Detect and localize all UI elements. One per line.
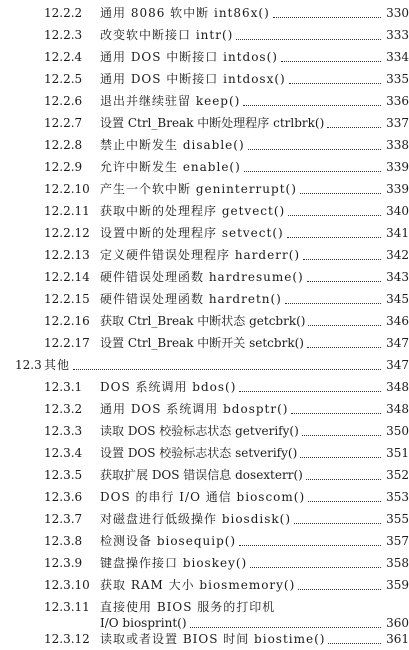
dot-leader — [300, 457, 381, 458]
page-number: 358 — [386, 556, 409, 570]
page-number: 359 — [386, 578, 409, 592]
section-number: 12.2.4 — [44, 50, 83, 64]
entry-title: 读取 DOS 校验标志状态 getverify() — [100, 424, 299, 438]
entry-title: 直接使用 BIOS 服务的打印机 — [100, 600, 276, 614]
toc-entry — [0, 552, 409, 574]
page-number: 335 — [386, 72, 409, 86]
dot-leader — [302, 435, 381, 436]
entry-title: 获取 Ctrl_Break 中断状态 getcbrk() — [100, 314, 306, 328]
section-number: 12.3.8 — [44, 534, 83, 548]
dot-leader — [308, 325, 381, 326]
section-number: 12.2.15 — [44, 292, 90, 306]
dot-leader — [328, 643, 381, 644]
toc-entry — [0, 376, 409, 398]
entry-title: 获取扩展 DOS 错误信息 dosexterr() — [100, 468, 303, 482]
page-number: 333 — [386, 28, 409, 42]
section-number: 12.3 — [15, 358, 42, 372]
section-number: 12.2.5 — [44, 72, 83, 86]
entry-title: 定义硬件错误处理程序 harderr() — [100, 248, 301, 262]
page-number: 343 — [386, 270, 409, 284]
entry-title: 设置 DOS 校验标志状态 setverify() — [100, 446, 298, 460]
dot-leader — [308, 501, 381, 502]
entry-title: 硬件错误处理函数 hardretn() — [100, 292, 282, 306]
page-number: 351 — [386, 446, 409, 460]
page-number: 340 — [386, 204, 409, 218]
entry-title: 读取或者设置 BIOS 时间 biostime() — [100, 632, 326, 646]
dot-leader — [244, 171, 381, 172]
page-number: 361 — [386, 632, 409, 646]
dot-leader — [285, 303, 381, 304]
toc-entry — [0, 486, 409, 508]
section-number: 12.3.3 — [44, 424, 83, 438]
toc-entry — [0, 200, 409, 222]
toc-entry — [0, 442, 409, 464]
dot-leader — [281, 61, 381, 62]
toc-entry — [0, 2, 409, 24]
page-number: 339 — [386, 182, 409, 196]
page-number: 345 — [386, 292, 409, 306]
section-number: 12.2.7 — [44, 116, 83, 130]
page-number: 352 — [386, 468, 409, 482]
section-number: 12.2.3 — [44, 28, 83, 42]
section-number: 12.2.11 — [44, 204, 90, 218]
page-number: 357 — [386, 534, 409, 548]
section-number: 12.2.6 — [44, 94, 83, 108]
section-number: 12.3.4 — [44, 446, 83, 460]
dot-leader — [243, 105, 381, 106]
dot-leader — [307, 347, 381, 348]
entry-title: I/O biosprint() — [100, 616, 187, 630]
dot-leader — [236, 39, 381, 40]
section-number: 12.2.14 — [44, 270, 90, 284]
entry-title: 通用 DOS 中断接口 intdos() — [100, 50, 278, 64]
dot-leader — [300, 193, 381, 194]
entry-title: 产生一个软中断 geninterrupt() — [100, 182, 297, 196]
entry-title: 通用 8086 软中断 int86x() — [100, 6, 270, 20]
toc-entry — [0, 90, 409, 112]
dot-leader — [273, 17, 381, 18]
dot-leader — [248, 149, 381, 150]
section-number: 12.3.12 — [44, 632, 90, 646]
page-number: 337 — [386, 116, 409, 130]
entry-title: 禁止中断发生 disable() — [100, 138, 245, 152]
toc-entry — [0, 222, 409, 244]
dot-leader — [291, 413, 381, 414]
section-number: 12.2.8 — [44, 138, 83, 152]
page-number: 347 — [386, 336, 409, 350]
entry-title: 硬件错误处理函数 hardresume() — [100, 270, 304, 284]
section-number: 12.2.10 — [44, 182, 90, 196]
toc-entry — [0, 266, 409, 288]
section-number: 12.3.7 — [44, 512, 83, 526]
toc-section-entry — [0, 354, 409, 376]
page-number: 348 — [386, 380, 409, 394]
entry-title: 通用 DOS 中断接口 intdosx() — [100, 72, 286, 86]
toc-entry — [0, 310, 409, 332]
dot-leader — [327, 127, 381, 128]
page-number: 338 — [386, 138, 409, 152]
entry-title: 改变软中断接口 intr() — [100, 28, 234, 42]
dot-leader — [239, 545, 381, 546]
toc-entry — [0, 244, 409, 266]
page-number: 334 — [386, 50, 409, 64]
section-number: 12.3.11 — [44, 600, 90, 614]
toc-entry — [0, 156, 409, 178]
entry-title: 对磁盘进行低级操作 biosdisk() — [100, 512, 292, 526]
section-number: 12.2.12 — [44, 226, 90, 240]
page-number: 330 — [386, 6, 409, 20]
toc-entry — [0, 530, 409, 552]
entry-title: DOS 系统调用 bdos() — [100, 380, 237, 394]
entry-title: 设置 Ctrl_Break 中断开关 setcbrk() — [100, 336, 304, 350]
dot-leader — [287, 237, 381, 238]
page-number: 350 — [386, 424, 409, 438]
entry-title: 设置中断的处理程序 setvect() — [100, 226, 284, 240]
section-number: 12.2.13 — [44, 248, 90, 262]
dot-leader — [306, 479, 381, 480]
entry-title: 允许中断发生 enable() — [100, 160, 241, 174]
dot-leader — [288, 215, 381, 216]
toc-entry — [0, 398, 409, 420]
dot-leader — [307, 281, 381, 282]
toc-entry — [0, 178, 409, 200]
page-number: 360 — [386, 616, 409, 630]
dot-leader — [239, 391, 381, 392]
entry-title: DOS 的串行 I/O 通信 bioscom() — [100, 490, 306, 504]
toc-entry — [0, 464, 409, 486]
page-number: 346 — [386, 314, 409, 328]
page-number: 339 — [386, 160, 409, 174]
dot-leader — [303, 259, 381, 260]
page-number: 348 — [386, 402, 409, 416]
section-number: 12.3.5 — [44, 468, 83, 482]
page-number: 347 — [386, 358, 409, 372]
entry-title: 退出并继续驻留 keep() — [100, 94, 241, 108]
dot-leader — [298, 589, 381, 590]
dot-leader — [294, 523, 381, 524]
dot-leader — [73, 369, 381, 370]
page-number: 353 — [386, 490, 409, 504]
dot-leader — [250, 567, 381, 568]
section-number: 12.2.2 — [44, 6, 83, 20]
entry-title: 键盘操作接口 bioskey() — [100, 556, 248, 570]
entry-title: 检测设备 biosequip() — [100, 534, 237, 548]
toc-entry — [0, 46, 409, 68]
section-number: 12.3.6 — [44, 490, 83, 504]
section-number: 12.3.1 — [44, 380, 83, 394]
section-number: 12.3.2 — [44, 402, 83, 416]
entry-title: 设置 Ctrl_Break 中断处理程序 ctrlbrk() — [100, 116, 325, 130]
toc-entry — [0, 420, 409, 442]
page-number: 342 — [386, 248, 409, 262]
entry-title: 其他 — [44, 358, 71, 372]
dot-leader — [289, 83, 381, 84]
toc-entry — [0, 134, 409, 156]
section-number: 12.3.9 — [44, 556, 83, 570]
section-number: 12.2.9 — [44, 160, 83, 174]
entry-title: 获取中断的处理程序 getvect() — [100, 204, 286, 218]
toc-entry — [0, 68, 409, 90]
entry-title: 通用 DOS 系统调用 bdosptr() — [100, 402, 289, 416]
page-number: 341 — [386, 226, 409, 240]
section-number: 12.2.16 — [44, 314, 90, 328]
toc-entry — [0, 574, 409, 596]
toc-entry — [0, 332, 409, 354]
toc-entry — [0, 288, 409, 310]
toc-entry — [0, 112, 409, 134]
toc-entry — [0, 508, 409, 530]
entry-title: 获取 RAM 大小 biosmemory() — [100, 578, 296, 592]
toc-entry — [0, 628, 409, 650]
section-number: 12.2.17 — [44, 336, 90, 350]
toc-entry — [0, 24, 409, 46]
page-number: 355 — [386, 512, 409, 526]
page-number: 336 — [386, 94, 409, 108]
section-number: 12.3.10 — [44, 578, 90, 592]
